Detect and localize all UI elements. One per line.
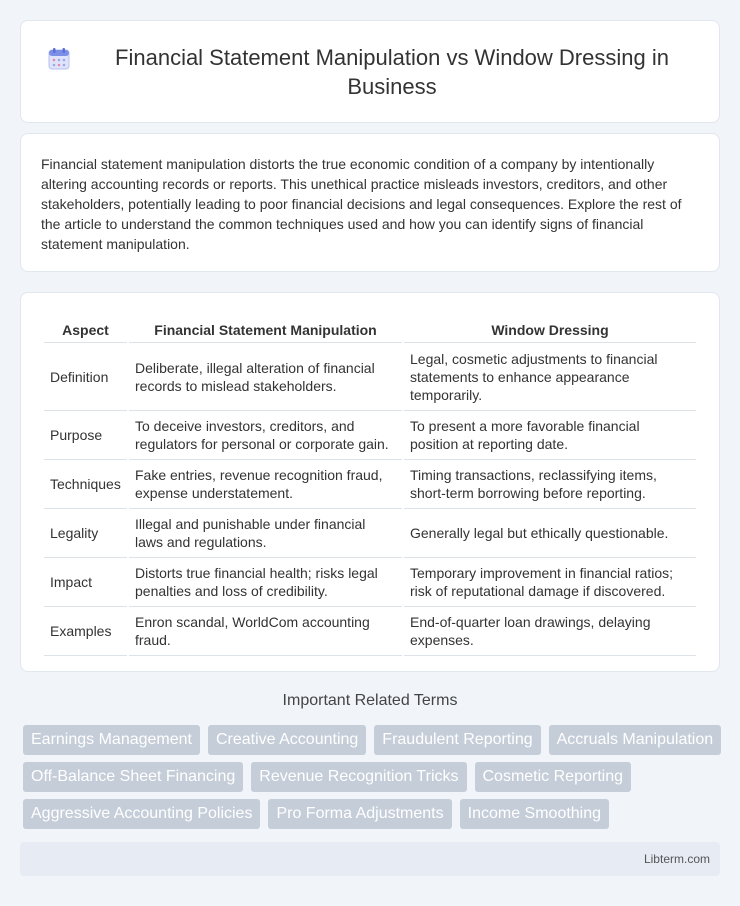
aspect-cell: Examples [44, 607, 127, 656]
comparison-card [20, 292, 720, 672]
related-terms-title: Important Related Terms [282, 692, 458, 709]
table-row [44, 607, 696, 656]
tag-earnings-management[interactable]: Earnings Management [23, 725, 200, 755]
table-row [44, 460, 696, 509]
table-row [44, 558, 696, 607]
window-dressing-cell: To present a more favorable financial position at reporting date. [404, 411, 696, 460]
comparison-table [42, 313, 698, 656]
window-dressing-cell: End-of-quarter loan drawings, delaying expenses. [404, 607, 696, 656]
window-dressing-cell: Timing transactions, reclassifying items, short-term borrowing before reporting. [404, 460, 696, 509]
tag-cosmetic-reporting[interactable]: Cosmetic Reporting [475, 762, 632, 792]
header-financial-statement-manipulation: Financial Statement Manipulation [129, 313, 402, 343]
aspect-cell: Impact [44, 558, 127, 607]
footer [20, 842, 720, 876]
table-row [44, 509, 696, 558]
aspect-cell: Legality [44, 509, 127, 558]
window-dressing-cell: Generally legal but ethically questionable. [404, 509, 696, 558]
window-dressing-cell: Legal, cosmetic adjustments to financial statements to enhance appearance temporarily. [404, 343, 696, 411]
tag-fraudulent-reporting[interactable]: Fraudulent Reporting [374, 725, 540, 755]
tag-row [23, 725, 723, 755]
footer-site-name[interactable]: Libterm.com [643, 852, 710, 866]
intro-card [20, 133, 720, 272]
tag-revenue-recognition-tricks[interactable]: Revenue Recognition Tricks [251, 762, 466, 792]
aspect-cell: Techniques [44, 460, 127, 509]
tag-aggressive-accounting-policies[interactable]: Aggressive Accounting Policies [23, 799, 260, 829]
table-row [44, 343, 696, 411]
tag-off-balance-sheet-financing[interactable]: Off-Balance Sheet Financing [23, 762, 243, 792]
window-dressing-cell: Temporary improvement in financial ratios; risk of reputational damage if discovered. [404, 558, 696, 607]
page-title: Financial Statement Manipulation vs Window Dressing in Business [115, 44, 669, 99]
manipulation-cell: Enron scandal, WorldCom accounting fraud. [129, 607, 402, 656]
tag-row [23, 799, 723, 829]
header-window-dressing: Window Dressing [404, 313, 696, 343]
aspect-cell: Definition [44, 343, 127, 411]
manipulation-cell: Illegal and punishable under financial laws and regulations. [129, 509, 402, 558]
tag-row [23, 762, 723, 792]
intro-paragraph: Financial statement manipulation distorts the true economic condition of a company by intentionally altering accounting records or reports. This unethical practice misleads investors, creditors, and other stakeholders, potentially leading to poor financial decisions and legal consequences. Explore the rest of the article to understand the common techniques used and how you can identify signs of financial statement manipulation. [41, 156, 682, 252]
manipulation-cell: Distorts true financial health; risks legal penalties and loss of credibility. [129, 558, 402, 607]
aspect-cell: Purpose [44, 411, 127, 460]
table-header-row [44, 313, 696, 343]
manipulation-cell: Fake entries, revenue recognition fraud, expense understatement. [129, 460, 402, 509]
manipulation-cell: To deceive investors, creditors, and regulators for personal or corporate gain. [129, 411, 402, 460]
manipulation-cell: Deliberate, illegal alteration of financial records to mislead stakeholders. [129, 343, 402, 411]
tag-creative-accounting[interactable]: Creative Accounting [208, 725, 366, 755]
tag-pro-forma-adjustments[interactable]: Pro Forma Adjustments [268, 799, 451, 829]
related-terms-list [23, 725, 723, 836]
tag-income-smoothing[interactable]: Income Smoothing [460, 799, 609, 829]
header-aspect: Aspect [44, 313, 127, 343]
tag-accruals-manipulation[interactable]: Accruals Manipulation [549, 725, 722, 755]
table-row [44, 411, 696, 460]
header-card [20, 20, 720, 123]
